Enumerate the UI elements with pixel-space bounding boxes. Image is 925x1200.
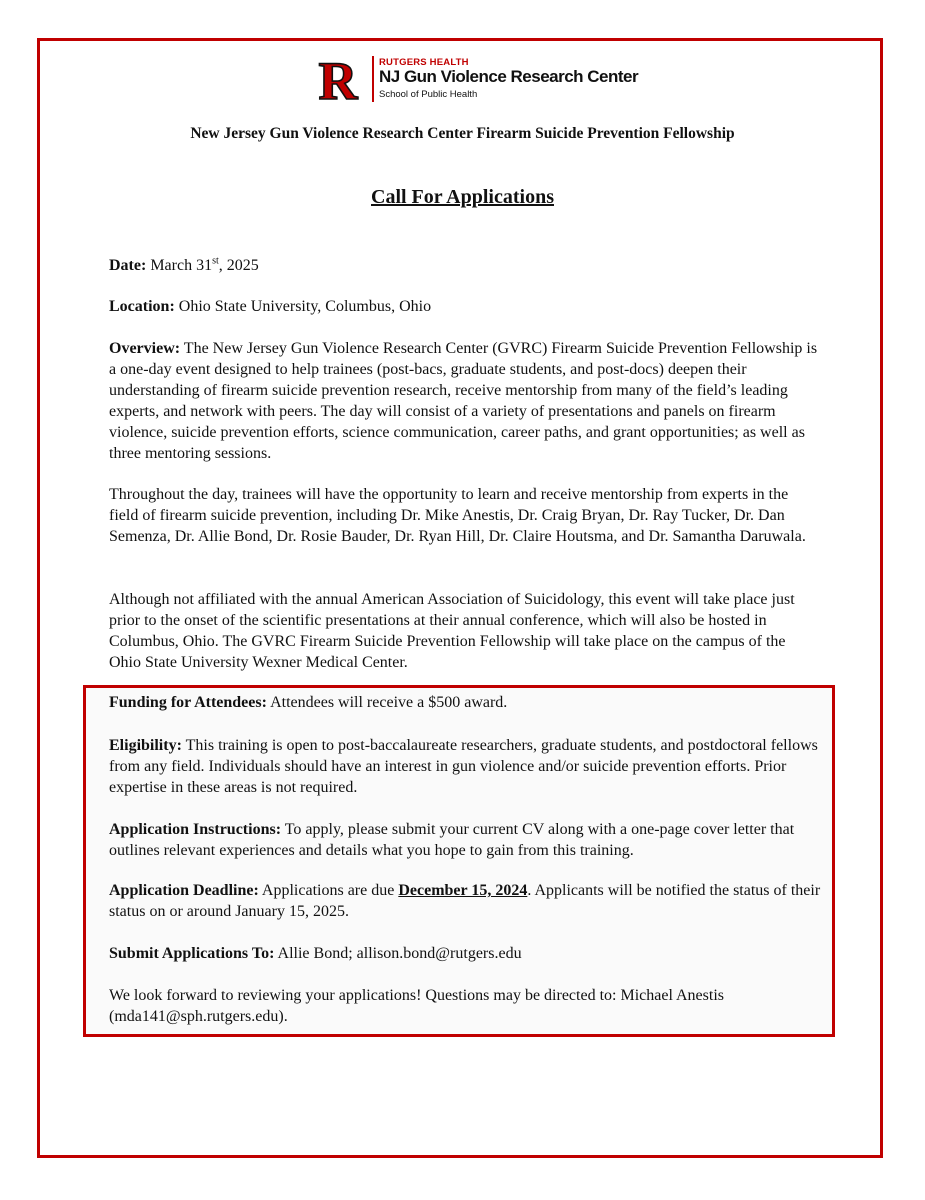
deadline-label: Application Deadline: (109, 882, 259, 899)
affiliation-paragraph: Although not affiliated with the annual American Association of Suicidology, this event will take place just prior to the onset of the scientific presentations at their annual conference, which will also be hosted in Columbus, Ohio. The GVRC Firearm Suicide Prevention Fellowship will take place on the campus of the Ohio State University Wexner Medical Center. (109, 591, 795, 671)
date-year: , 2025 (218, 257, 259, 274)
rutgers-health-logo (310, 54, 639, 104)
eligibility-paragraph (109, 735, 821, 798)
date-suffix: st (212, 255, 219, 267)
location-value: Ohio State University, Columbus, Ohio (178, 298, 432, 315)
overview-paragraph (109, 338, 821, 464)
overview-label: Overview: (109, 340, 181, 357)
date-value: March 31 (150, 257, 213, 274)
document-title: New Jersey Gun Violence Research Center Firearm Suicide Prevention Fellowship (190, 125, 735, 142)
funding-paragraph (109, 692, 821, 713)
logo-school-name: School of Public Health (379, 89, 478, 100)
deadline-paragraph (109, 880, 821, 922)
logo-rutgers-health: RUTGERS HEALTH (379, 57, 469, 68)
funding-label: Funding for Attendees: (109, 694, 267, 711)
deadline-text-post: . Applicants will be notified the status of their status on or around January 15, 2025. (109, 882, 821, 920)
eligibility-label: Eligibility: (109, 737, 182, 754)
date-line (109, 255, 821, 276)
submit-label: Submit Applications To: (109, 945, 275, 962)
mentors-paragraph: Throughout the day, trainees will have the opportunity to learn and receive mentorship from experts in the field of firearm suicide prevention, including Dr. Mike Anestis, Dr. Craig Bryan, Dr. Ray Tucker, Dr. Dan Semenza, Dr. Allie Bond, Dr. Rosie Bauder, Dr. Ryan Hill, Dr. Claire Houtsma, and Dr. Samantha Daruwala. (109, 486, 806, 545)
call-for-applications-heading: Call For Applications (371, 186, 554, 208)
submit-paragraph (109, 943, 821, 964)
deadline-text-pre: Applications are due (261, 882, 395, 899)
deadline-date: December 15, 2024 (398, 882, 528, 899)
eligibility-text: This training is open to post-baccalaureate researchers, graduate students, and postdoctoral fellows from any field. Individuals should have an interest in gun violence and/or suicide prevention efforts. Prior expertise in these areas is not required. (109, 737, 818, 796)
funding-text: Attendees will receive a $500 award. (270, 694, 508, 711)
overview-text: The New Jersey Gun Violence Research Center (GVRC) Firearm Suicide Prevention Fellowship is a one-day event designed to help trainees (post-bacs, graduate students, and post-docs) deepen their understanding of firearm suicide prevention research, receive mentorship from many of the field’s leading experts, and network with peers. The day will consist of a variety of presentations and panels on firearm violence, suicide prevention efforts, science communication, career paths, and grant opportunities; as well as three mentoring sessions. (109, 340, 818, 462)
svg-text:R: R (318, 55, 358, 103)
logo-center-name: NJ Gun Violence Research Center (379, 67, 639, 86)
location-line (109, 296, 821, 317)
instructions-paragraph (109, 819, 821, 861)
rutgers-r-logo-icon (310, 55, 366, 103)
closing-paragraph: We look forward to reviewing your applications! Questions may be directed to: Michael Anestis (mda141@sph.rutgers.edu). (109, 987, 724, 1025)
date-label: Date: (109, 257, 147, 274)
instructions-text: To apply, please submit your current CV along with a one-page cover letter that outlines relevant experiences and details what you hope to gain from this training. (109, 821, 795, 859)
submit-text: Allie Bond; allison.bond@rutgers.edu (277, 945, 522, 962)
location-label: Location: (109, 298, 175, 315)
logo-divider (372, 56, 374, 102)
instructions-label: Application Instructions: (109, 821, 282, 838)
